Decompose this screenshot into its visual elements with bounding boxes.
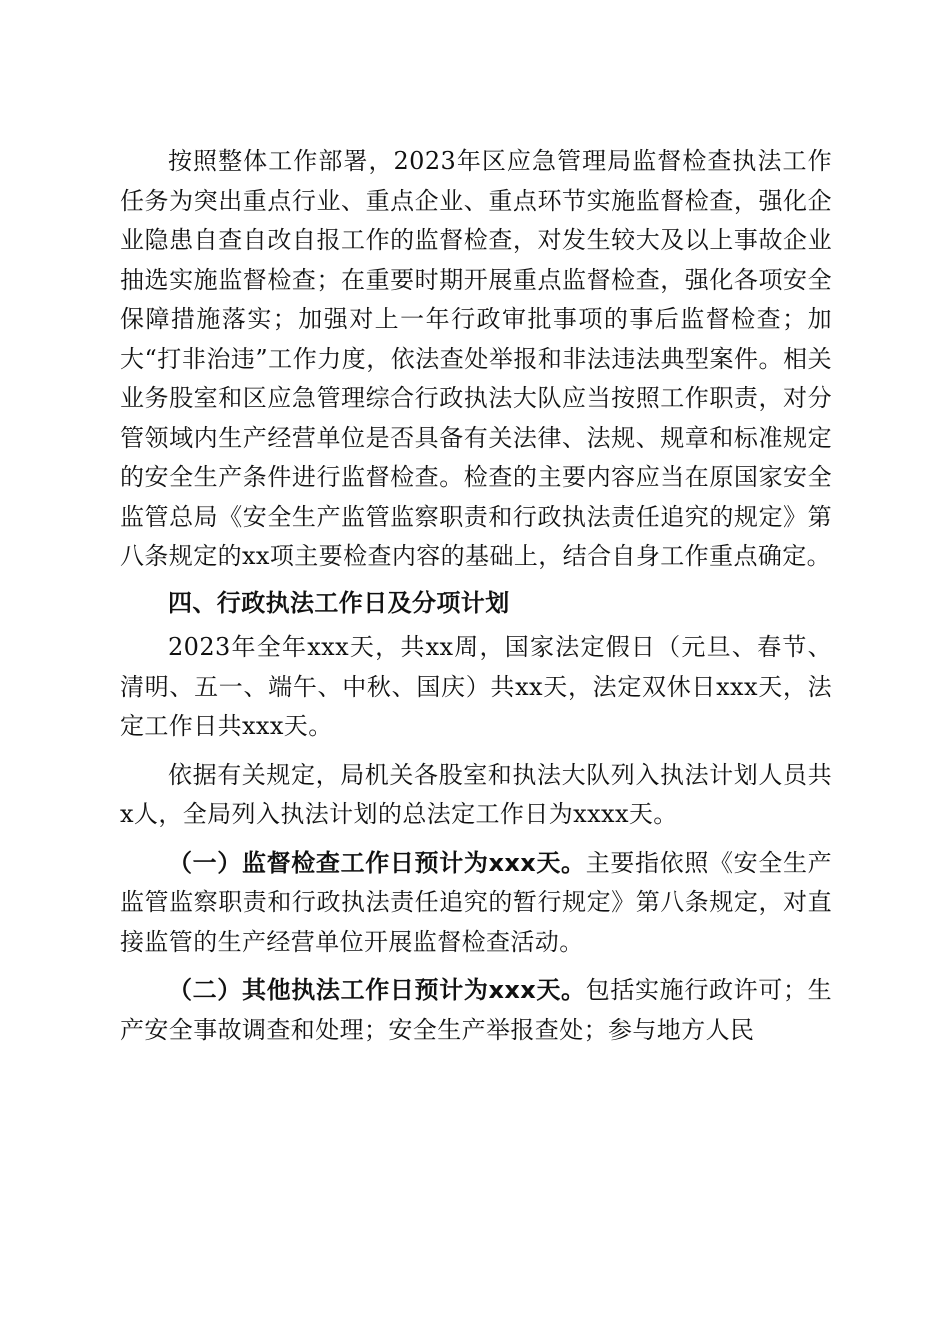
item-2-body: 包括实施行政许可；生产安全事故调查和处理；安全生产举报查处；参与地方人民 xyxy=(120,976,833,1044)
paragraph-annual-days: 2023年全年xxx天，共xx周，国家法定假日（元旦、春节、清明、五一、端午、中秋、国庆）共xx天，法定双休日xxx天，法定工作日共xxx天。 xyxy=(120,633,832,740)
paragraph-supervision-tasks: 按照整体工作部署，2023年区应急管理局监督检查执法工作任务为突出重点行业、重点企业、重点环节实施监督检查，强化企业隐患自查自改自报工作的监督检查，对发生较大及以上事故企业抽选实施监督检查；在重要时期开展重点监督检查，强化各项安全保障措施落实；加强对上一年行政审批事项的事后监督检查；加大“打非治违”工作力度，依法查处举报和非法违法典型案件。相关业务股室和区应急管理综合行政执法大队应当按照工作职责，对分管领域内生产经营单位是否具备有关法律、法规、规章和标准规定的安全生产条件进行监督检查。检查的主要内容应当在原国家安全监管总局《安全生产监管监察职责和行政执法责任追究的规定》第八条规定的xx项主要检查内容的基础上，结合自身工作重点确定。 xyxy=(120,147,832,570)
paragraph-item-1 xyxy=(120,844,832,963)
item-1-body: 主要指依照《安全生产监管监察职责和行政执法责任追究的暂行规定》第八条规定，对直接监管的生产经营单位开展监督检查活动。 xyxy=(120,848,833,956)
paragraph-item-2 xyxy=(120,971,832,1050)
section-heading-workdays-plan: 四、行政执法工作日及分项计划 xyxy=(168,588,510,617)
paragraph-staff-workdays: 依据有关规定，局机关各股室和执法大队列入执法计划人员共x人，全局列入执法计划的总法定工作日为xxxx天。 xyxy=(120,760,832,828)
paragraph-gap xyxy=(120,962,832,971)
item-1-lead: （一）监督检查工作日预计为xxx天。 xyxy=(168,848,586,877)
document-body xyxy=(120,142,832,1050)
item-2-lead: （二）其他执法工作日预计为xxx天。 xyxy=(168,976,586,1004)
paragraph-gap xyxy=(120,835,832,844)
paragraph-gap xyxy=(120,747,832,756)
